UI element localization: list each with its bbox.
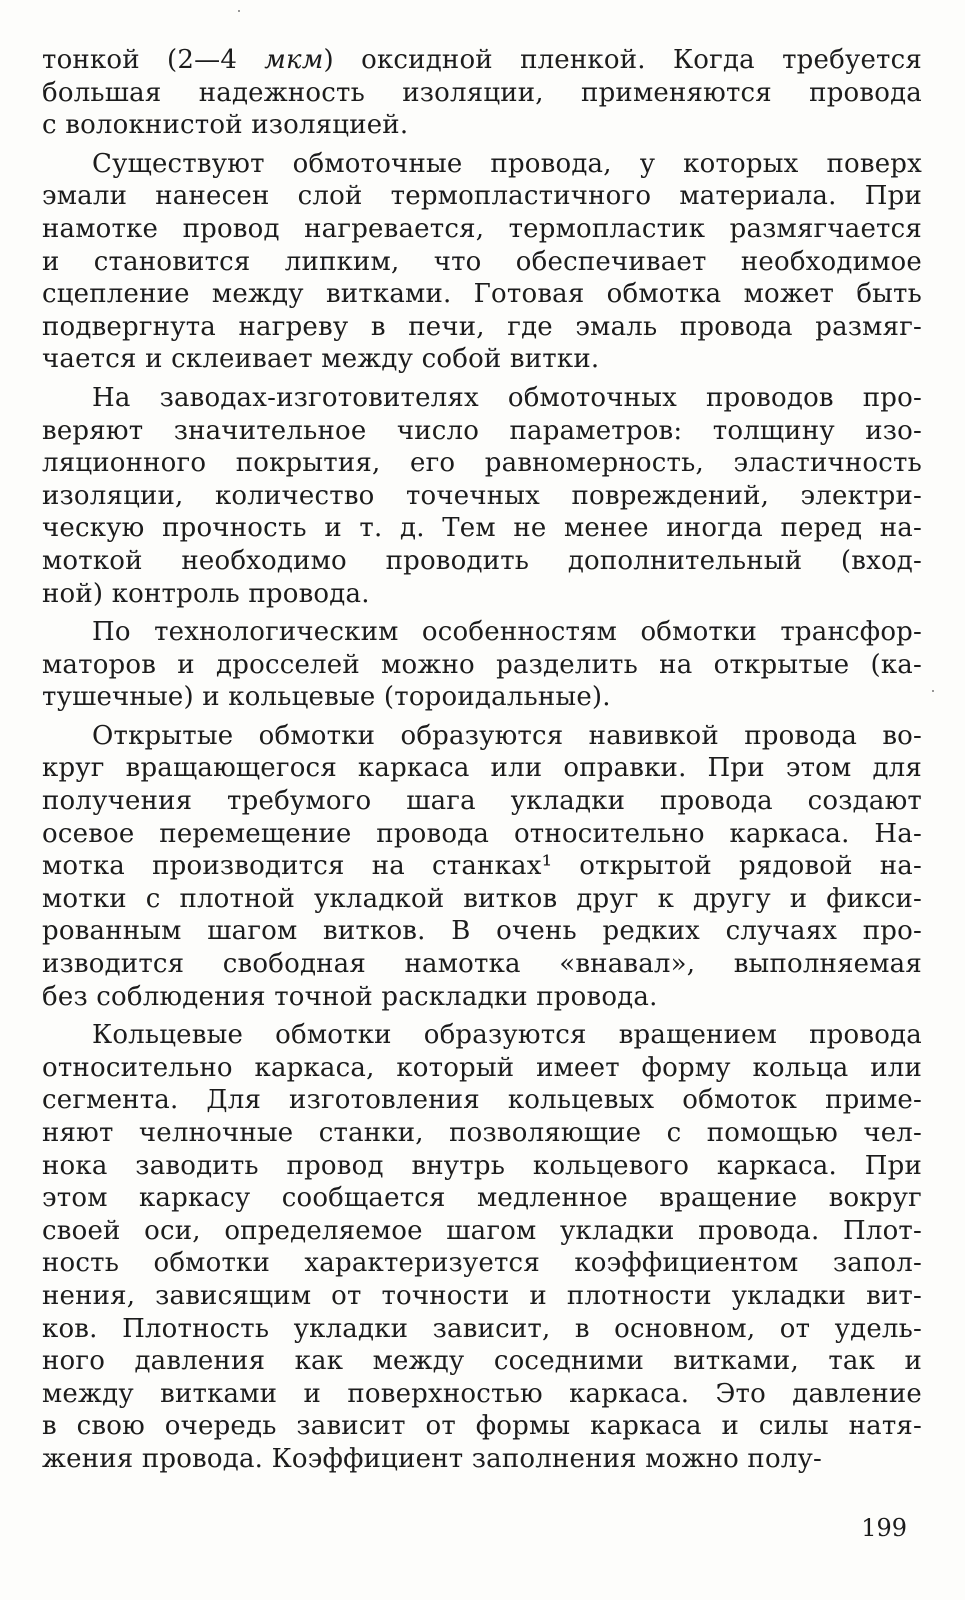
text-line: рованным шагом витков. В очень редких случаях про- (42, 916, 922, 947)
paragraph (42, 44, 922, 142)
text-line: веряют значительное число параметров: толщину изо- (42, 415, 922, 446)
text-line: чается и склеивает между собой витки. (42, 344, 600, 375)
print-speck (932, 690, 934, 692)
text-line: круг вращающегося каркаса или оправки. При этом для (42, 753, 922, 784)
text-line: няют челночные станки, позволяющие с помощью чел- (42, 1118, 922, 1148)
text-line: Существуют обмоточные провода, у которых поверх (92, 148, 922, 179)
text-line: нения, зависящим от точности и плотности укладки вит- (42, 1280, 922, 1311)
text-line: жения провода. Коэффициент заполнения можно полу- (42, 1443, 823, 1474)
text-line: ляционного покрытия, его равномерность, эластичность (42, 448, 922, 479)
text-line: сегмента. Для изготовления кольцевых обмоток приме- (42, 1085, 922, 1116)
text-line: По технологическим особенностям обмотки трансфор- (92, 617, 922, 648)
text-line: тонкой (2—4 мкм) оксидной пленкой. Когда требуется (42, 45, 922, 75)
body-text (42, 44, 922, 1476)
text-line: осевое перемещение провода относительно каркаса. На- (42, 818, 922, 849)
text-line: ной) контроль провода. (42, 578, 370, 609)
text-line: получения требумого шага укладки провода создают (42, 786, 922, 817)
text-line: Кольцевые обмотки образуются вращением провода (92, 1020, 922, 1051)
unit-text: мкм (264, 45, 324, 75)
text-line: относительно каркаса, который имеет форму кольца или (42, 1052, 922, 1083)
text-line: нока заводить провод внутрь кольцевого каркаса. При (42, 1150, 922, 1181)
text-line: с волокнистой изоляцией. (42, 110, 409, 141)
text-line: и становится липким, что обеспечивает необходимое (42, 246, 922, 277)
text-line: тушечные) и кольцевые (тороидальные). (42, 682, 611, 713)
text-line: в свою очередь зависит от формы каркаса и силы натя- (42, 1411, 922, 1442)
text-line: своей оси, определяемое шагом укладки провода. Плот- (42, 1215, 922, 1246)
text-line: мотка производится на станках¹ открытой рядовой на- (42, 851, 922, 882)
text-line: изоляции, количество точечных повреждений, электри- (42, 480, 922, 511)
text-line: между витками и поверхностью каркаса. Это давление (42, 1378, 922, 1409)
paragraph (42, 720, 922, 1013)
paragraph (42, 382, 922, 610)
text-line: большая надежность изоляции, применяются провода (42, 77, 922, 108)
text-line: Открытые обмотки образуются навивкой провода во- (92, 720, 922, 751)
text-line: изводится свободная намотка «внавал», выполняемая (42, 949, 922, 980)
text-line: маторов и дросселей можно разделить на открытые (ка- (42, 649, 922, 680)
text-line: моткой необходимо проводить дополнительный (вход- (42, 545, 922, 576)
page-number: 199 (861, 1514, 907, 1542)
text-line: эмали нанесен слой термопластичного материала. При (42, 181, 922, 212)
text-line: сцепление между витками. Готовая обмотка может быть (42, 279, 922, 310)
paragraph (42, 1019, 922, 1475)
print-speck (238, 10, 240, 12)
text-line: ческую прочность и т. д. Тем не менее иногда перед на- (42, 513, 922, 544)
text-line: ного давления как между соседними витками, так и (42, 1346, 922, 1377)
text-line: подвергнута нагреву в печи, где эмаль провода размяг- (42, 311, 922, 342)
text-line: мотки с плотной укладкой витков друг к другу и фикси- (42, 883, 922, 914)
paragraph (42, 616, 922, 714)
text-line: На заводах-изготовителях обмоточных проводов про- (92, 382, 922, 413)
text-line: ков. Плотность укладки зависит, в основном, от удель- (42, 1313, 922, 1344)
text-line: намотке провод нагревается, термопластик размягчается (42, 213, 922, 244)
paragraph (42, 148, 922, 376)
text-line: этом каркасу сообщается медленное вращение вокруг (42, 1183, 922, 1214)
text-line: ность обмотки характеризуется коэффициентом запол- (42, 1248, 922, 1279)
text-line: без соблюдения точной раскладки провода. (42, 981, 658, 1012)
